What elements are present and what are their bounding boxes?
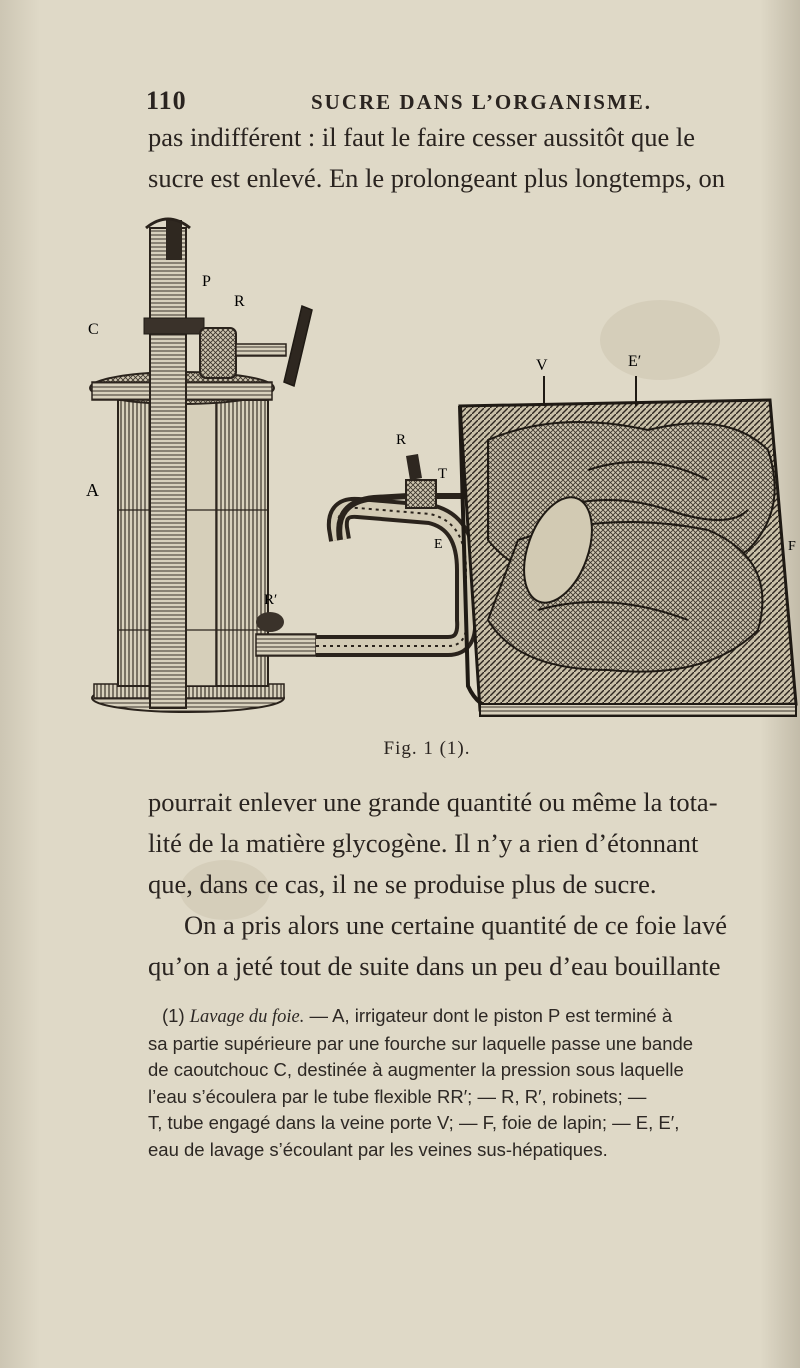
valve-handle xyxy=(284,306,312,386)
footnote-line xyxy=(148,1003,766,1031)
label-f: F xyxy=(788,539,796,554)
text-line: lité de la matière glycogène. Il n’y a rien d’étonnant xyxy=(148,828,699,858)
engraving-illustration xyxy=(88,210,800,720)
footnote-line: sa partie supérieure par une fourche sur laquelle passe une bande xyxy=(148,1032,694,1054)
label-r-middle: R xyxy=(396,432,407,448)
label-r: R xyxy=(234,293,245,310)
rabbit-liver xyxy=(488,422,775,672)
label-e: E xyxy=(434,537,443,552)
valve-r-prime xyxy=(256,634,316,656)
footnote-line: T, tube engagé dans la veine porte V; — F, foie de lapin; — E, E′, xyxy=(148,1112,680,1133)
text-line: qu’on a jeté tout de suite dans un peu d’eau bouillante xyxy=(148,951,721,981)
figure-caption xyxy=(0,738,800,760)
text-line: pas indifférent : il faut le faire cesser aussitôt que le xyxy=(148,122,695,152)
paragraph-top xyxy=(148,117,758,199)
valve-r-middle xyxy=(406,480,436,508)
label-a: A xyxy=(86,480,99,500)
running-title: SUCRE DANS L’ORGANISME. xyxy=(311,90,653,114)
paragraph-bottom xyxy=(148,782,758,987)
footnote-line: l’eau s’écoulera par le tube flexible RR′; — R, R′, robinets; — xyxy=(148,1085,647,1107)
footnote-line: eau de lavage s’écoulant par les veines sus-hépatiques. xyxy=(148,1138,608,1160)
caption-text: Fig. 1 (1). xyxy=(383,738,471,759)
footnote xyxy=(148,1003,766,1163)
valve-r-top xyxy=(200,328,236,378)
label-e-prime: E′ xyxy=(628,353,642,370)
label-t: T xyxy=(438,466,448,482)
footnote-heading: Lavage du foie. xyxy=(189,1007,305,1027)
label-c: C xyxy=(88,321,99,338)
rubber-band xyxy=(144,318,204,334)
label-r-prime: R′ xyxy=(264,592,278,608)
footnote-marker: (1) xyxy=(162,1005,185,1026)
footnote-line: de caoutchouc C, destinée à augmenter la pression sous laquelle xyxy=(148,1059,684,1080)
label-p: P xyxy=(202,273,211,290)
piston-rod xyxy=(150,228,186,708)
label-v: V xyxy=(536,357,548,374)
text-line: que, dans ce cas, il ne se produise plus de sucre. xyxy=(148,869,657,899)
footnote-text: — A, irrigateur dont le piston P est terminé à xyxy=(304,1005,673,1026)
text-line: pourrait enlever une grande quantité ou même la tota- xyxy=(148,787,718,817)
running-head xyxy=(146,86,726,120)
text-line: sucre est enlevé. En le prolongeant plus longtemps, on xyxy=(148,163,725,193)
text-line: On a pris alors une certaine quantité de ce foie lavé xyxy=(184,910,728,940)
page-number: 110 xyxy=(146,86,187,115)
figure-liver-irrigation xyxy=(88,210,800,720)
